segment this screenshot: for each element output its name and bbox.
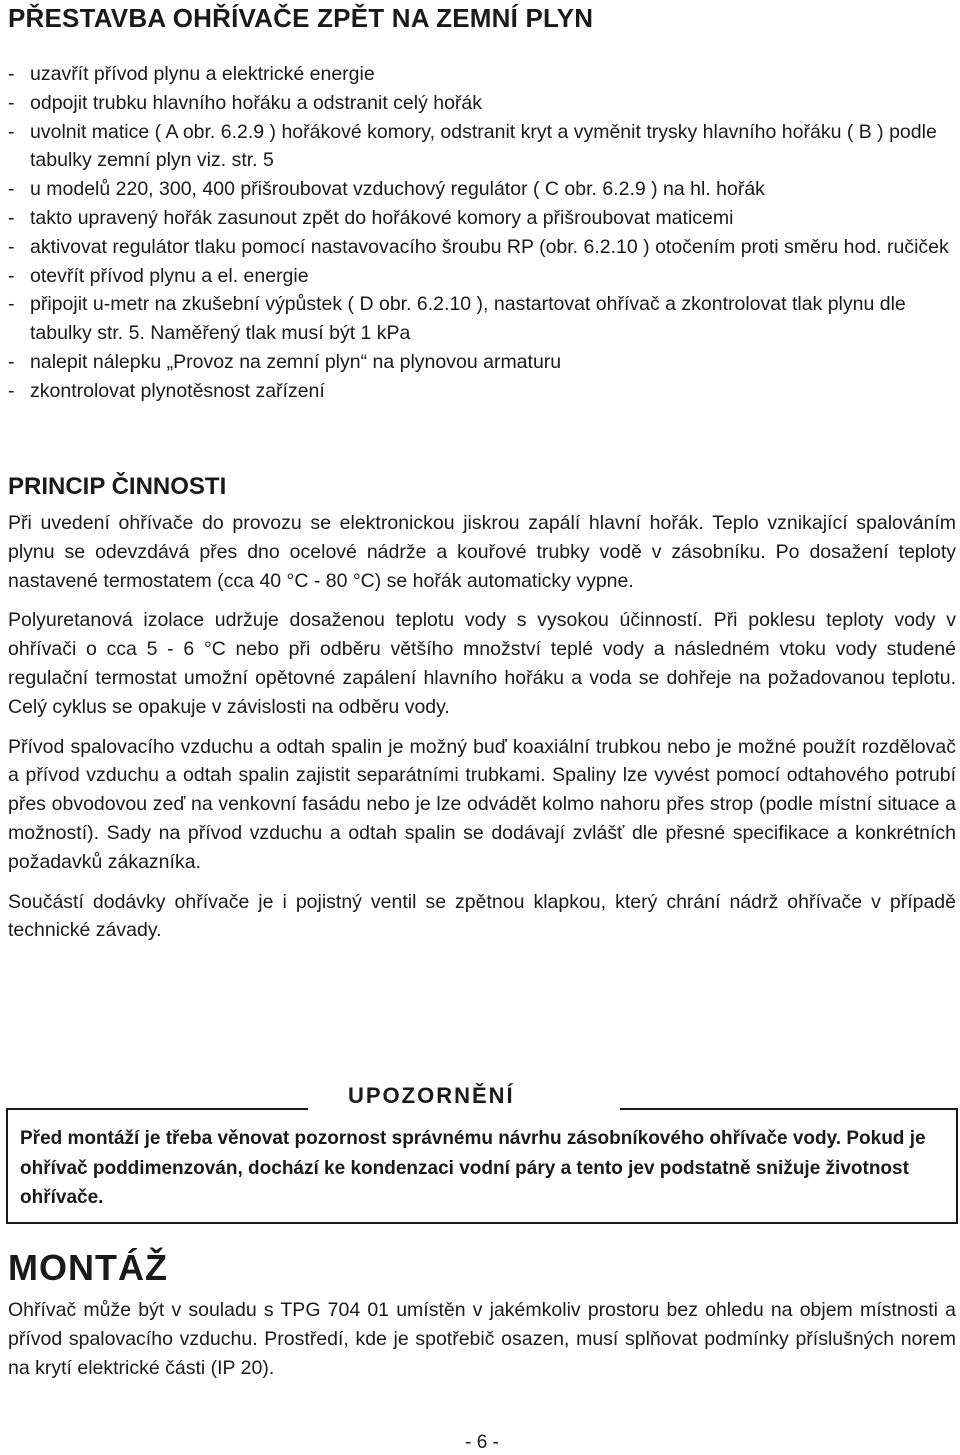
list-item: - nalepit nálepku „Provoz na zemní plyn“ na plynovou armaturu [8,348,956,377]
list-item: - uzavřít přívod plynu a elektrické energie [8,60,956,89]
list-item: - takto upravený hořák zasunout zpět do hořákové komory a přišroubovat maticemi [8,204,956,233]
list-item: - u modelů 220, 300, 400 přišroubovat vzduchový regulátor ( C obr. 6.2.9 ) na hl. hořák [8,175,956,204]
list-item: - zkontrolovat plynotěsnost zařízení [8,377,956,406]
paragraph: Součástí dodávky ohřívače je i pojistný ventil se zpětnou klapkou, který chrání nádrž ohřívače v případě technické závady. [8,890,956,942]
installation-paragraph: Ohřívač může být v souladu s TPG 704 01 umístěn v jakémkoliv prostoru bez ohledu na objem místnosti a přívod spalovacího vzduchu. Prostředí, kde je spotřebič osazen, musí splňovat podmínky příslušných norem na krytí elektrické části (IP 20). [8,1299,956,1379]
list-item: - připojit u-metr na zkušební výpůstek ( D obr. 6.2.10 ), nastartovat ohřívač a zkontrolovat tlak plynu dle tabulky str. 5. Naměřený tlak musí být 1 kPa [8,290,956,348]
section-title-installation: MONTÁŽ [8,1247,168,1288]
principle-body [8,509,956,956]
warning-title: UPOZORNĚNÍ [348,1083,515,1108]
list-item: - aktivovat regulátor tlaku pomocí nastavovacího šroubu RP (obr. 6.2.10 ) otočením proti směru hod. ručiček [8,233,956,262]
section-title-principle: PRINCIP ČINNOSTI [8,473,227,500]
paragraph: Polyuretanová izolace udržuje dosaženou teplotu vody s vysokou účinností. Při poklesu teploty vody v ohřívači o cca 5 - 6 °C nebo při odběru většího množství teplé vody a následném vtoku vody studené regulační termostat umožní opětovné zapálení hlavního hořáku a voda se dohřeje na požadovanou teplotu. Celý cyklus se opakuje v závislosti na odběru vody. [8,609,956,718]
paragraph: Přívod spalovacího vzduchu a odtah spalin je možný buď koaxiální trubkou nebo je možné použít rozdělovač a přívod vzduchu a odtah spalin zajistit separátními trubkami. Spaliny lze vyvést pomocí odtahového potrubí přes obvodovou zeď na venkovní fasádu nebo je lze odvádět kolmo nahoru přes strop (podle místní situace a možností). Sady na přívod vzduchu a odtah spalin se dodávají zvlášť dle přesné specifikace a konkrétních požadavků zákazníka. [8,735,956,873]
list-item: - uvolnit matice ( A obr. 6.2.9 ) hořákové komory, odstranit kryt a vyměnit trysky hlavního hořáku ( B ) podle tabulky zemní plyn viz. str. 5 [8,118,956,176]
list-item: - odpojit trubku hlavního hořáku a odstranit celý hořák [8,89,956,118]
list-item: - otevřít přívod plynu a el. energie [8,262,956,291]
conversion-steps-list [8,60,956,406]
section-title-conversion: PŘESTAVBA OHŘÍVAČE ZPĚT NA ZEMNÍ PLYN [8,3,594,33]
page-number: - 6 - [465,1432,499,1453]
paragraph: Při uvedení ohřívače do provozu se elektronickou jiskrou zapálí hlavní hořák. Teplo vznikající spalováním plynu se odevzdává přes dno ocelové nádrže a kouřové trubky vodě v zásobníku. Po dosažení teploty nastavené termostatem (cca 40 °C - 80 °C) se hořák automaticky vypne. [8,512,956,592]
warning-text: Před montáží je třeba věnovat pozornost správnému návrhu zásobníkového ohřívače vody. Pokud je ohřívač poddimenzován, dochází ke kondenzaci vodní páry a tento jev podstatně snižuje životnost ohřívače. [20,1128,926,1208]
